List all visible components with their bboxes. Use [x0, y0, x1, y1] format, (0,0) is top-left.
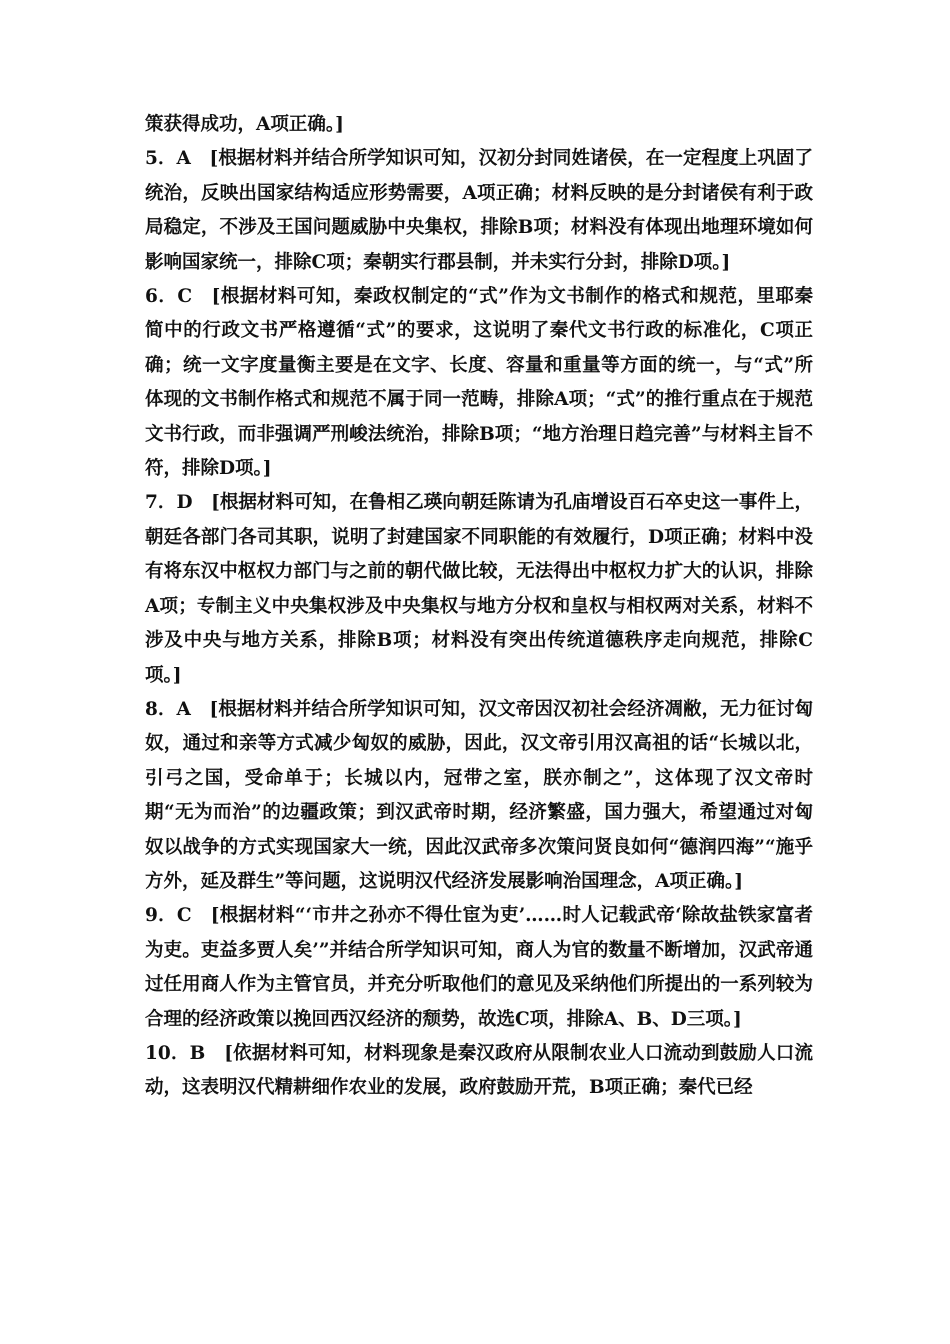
answer-5: 5．A [根据材料并结合所学知识可知，汉初分封同姓诸侯，在一定程度上巩固了统治，反映出国家结构适应形势需要，A项正确；材料反映的是分封诸侯有利于政局稳定，不涉及王国问题威胁中央集权，排除B项；材料没有体现出地理环境如何影响国家统一，排除C项；秦朝实行郡县制，并未实行分封，排除D项。]	[145, 148, 813, 273]
answer-6: 6．C [根据材料可知，秦政权制定的“式”作为文书制作的格式和规范，里耶秦简中的行政文书严格遵循“式”的要求，这说明了秦代文书行政的标准化，C项正确；统一文字度量衡主要是在文字、长度、容量和重量等方面的统一，与“式”所体现的文书制作格式和规范不属于同一范畴，排除A项；“式”的推行重点在于规范文书行政，而非强调严刑峻法统治，排除B项；“地方治理日趋完善”与材料主旨不符，排除D项。]	[145, 286, 813, 480]
answer-10: 10．B [依据材料可知，材料现象是秦汉政府从限制农业人口流动到鼓励人口流动，这表明汉代精耕细作农业的发展，政府鼓励开荒，B项正确；秦代已经	[145, 1042, 813, 1099]
answer-7: 7．D [根据材料可知，在鲁相乙瑛向朝廷陈请为孔庙增设百石卒史这一事件上，朝廷各部门各司其职，说明了封建国家不同职能的有效履行，D项正确；材料中没有将东汉中枢权力部门与之前的朝代做比较，无法得出中枢权力扩大的认识，排除A项；专制主义中央集权涉及中央集权与地方分权和皇权与相权两对关系，材料不涉及中央与地方关系，排除B项；材料没有突出传统道德秩序走向规范，排除C项。]	[145, 492, 813, 686]
answer-8: 8．A [根据材料并结合所学知识可知，汉文帝因汉初社会经济凋敝，无力征讨匈奴，通过和亲等方式减少匈奴的威胁，因此，汉文帝引用汉高祖的话“长城以北，引弓之国，受命单于；长城以内，冠带之室，朕亦制之”，这体现了汉文帝时期“无为而治”的边疆政策；到汉武帝时期，经济繁盛，国力强大，希望通过对匈奴以战争的方式实现国家大一统，因此汉武帝多次策问贤良如何“德润四海”“施乎方外，延及群生”等问题，这说明汉代经济发展影响治国理念，A项正确。]	[145, 698, 813, 892]
answer-4-continued: 策获得成功，A项正确。]	[145, 114, 344, 135]
answer-9: 9．C [根据材料“‘市井之孙亦不得仕宦为吏’……时人记载武帝‘除故盐铁家富者为吏。吏益多贾人矣’”并结合所学知识可知，商人为官的数量不断增加，汉武帝通过任用商人作为主管官员，并充分听取他们的意见及采纳他们所提出的一系列较为合理的经济政策以挽回西汉经济的颓势，故选C项，排除A、B、D三项。]	[145, 905, 813, 1030]
answer-explanations	[145, 108, 813, 1106]
